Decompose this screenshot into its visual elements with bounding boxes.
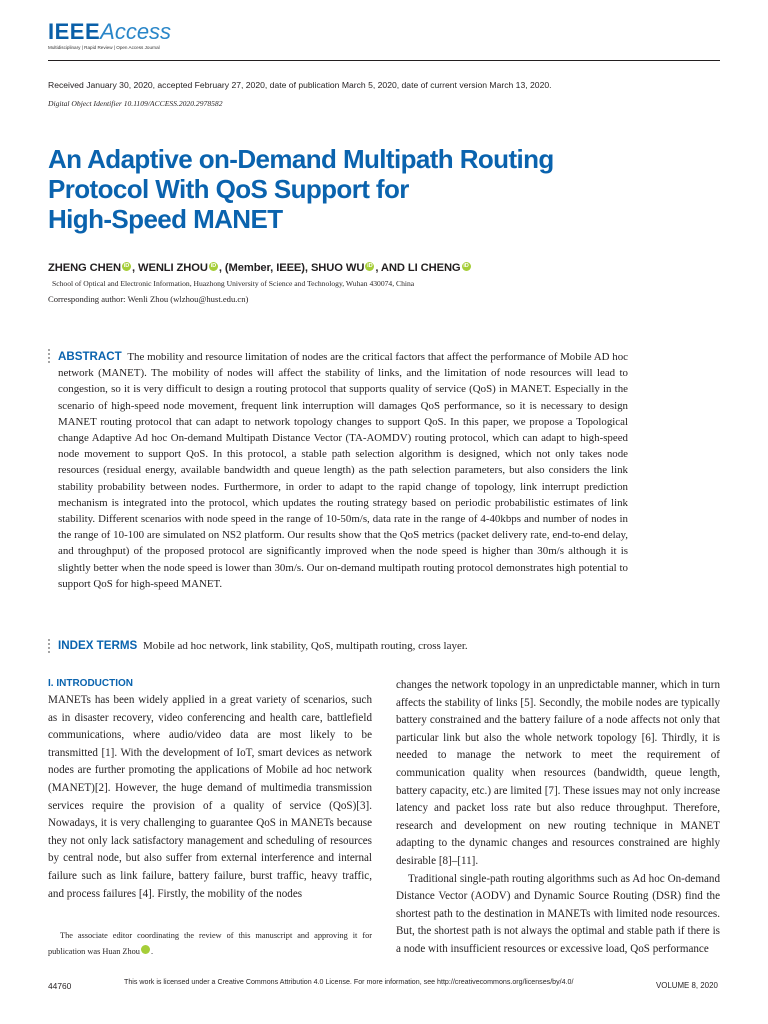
orcid-icon[interactable]: iD: [210, 263, 217, 269]
license-notice[interactable]: This work is licensed under a Creative Commons Attribution 4.0 License. For more information, see http://creativecommons.org/licenses/by/4.0/: [124, 978, 574, 986]
logo-tagline: Multidisciplinary | Rapid Review | Open Access Journal: [48, 45, 160, 50]
footnote-end: .: [150, 947, 154, 956]
section-heading: I. INTRODUCTION: [48, 678, 133, 689]
author-name: SHUO WU: [310, 262, 365, 274]
page-number: 44760: [48, 981, 72, 991]
abstract-marker-icon: [48, 349, 51, 365]
editor-footnote: [48, 928, 372, 960]
author-name: LI CHENG: [407, 262, 461, 274]
index-terms-marker-icon: [48, 639, 51, 655]
received-dates: Received January 30, 2020, accepted February 27, 2020, date of publication March 5, 2020, date of current version March 13, 2020.: [48, 80, 552, 90]
abstract-text: The mobility and resource limitation of nodes are the critical factors that affect the performance of Mobile AD hoc network (MANET). The mobility of nodes will affect the stability of links, and the limitation of node resources will lead to congestion, so it is very difficult to design a routing protocol that supports quality of service (QoS) in MANET. Especially in the scenario of high-speed node movement, frequent link interruption will damages QoS performance, so it is necessary to design MANET routing protocol that can adapt to network topology changes to support QoS. In this paper, we propose a Topological change Adaptive Ad hoc On-demand Multipath Distance Vector (TA-AOMDV) routing protocol, which can adapt to high-speed node movement to support QoS. In this protocol, a stable path selection algorithm is designed, which not only takes node resources (residual energy, available bandwidth and queue length) as the path selection parameters, but also considers the link stability probability between nodes. Furthermore, in order to adapt to the rapid change of topology, link interrupt prediction mechanism is integrated into the protocol, which updates the routing strategy based on periodic probabilistic estimates of link stability. Different scenarios with node speed in the range of 10-50m/s, data rate in the range of 4-40kbps and number of nodes in the range of 10-100 are simulated on NS2 platform. Our results show that the QoS metrics (packet delivery rate, end-to-end delay, and throughput) of the proposed protocol are significantly improved when the node speed is higher than 30m/s although it is slightly better when the node speed is lower than 30m/s. Our on-demand multipath routing protocol demonstrates high potential to support QoS for high-speed MANET.: [58, 351, 629, 590]
logo-ieee: IEEE: [48, 19, 101, 44]
orcid-icon[interactable]: iD: [367, 263, 373, 269]
logo-access: Access: [100, 19, 172, 44]
author-name: WENLI ZHOU: [138, 262, 208, 274]
body-column-left: [48, 692, 372, 903]
affiliation: School of Optical and Electronic Information, Huazhong University of Science and Technology, Wuhan 430074, China: [52, 279, 415, 288]
doi-line: Digital Object Identifier 10.1109/ACCESS.2020.2978582: [48, 99, 223, 108]
orcid-icon[interactable]: iD: [123, 263, 130, 269]
header-rule: [48, 60, 720, 61]
paragraph: Traditional single-path routing algorithms such as Ad hoc On-demand Distance Vector (AODV) and Dynamic Source Routing (DSR) find the shortest path to the destination in MANETs with limited node resources. But, the shortest path is not always the optimal and stable path if there is a node with insufficient resources or excessive load, QoS performance: [396, 872, 720, 955]
body-column-right: [396, 677, 720, 959]
volume-label: VOLUME 8, 2020: [656, 981, 718, 990]
abstract: [58, 349, 628, 592]
author-name: ZHENG CHEN: [48, 262, 121, 274]
orcid-icon[interactable]: iD: [463, 263, 469, 269]
index-terms-label: INDEX TERMS: [58, 639, 138, 652]
abstract-label: ABSTRACT: [58, 350, 122, 363]
logo-wordmark: [48, 20, 171, 44]
index-terms: [58, 639, 468, 652]
author-list: [48, 262, 472, 274]
journal-logo: [48, 20, 171, 50]
title-line: Protocol With QoS Support for: [48, 174, 409, 204]
footnote-text: The associate editor coordinating the review of this manuscript and approving it for publication was Huan Zhou: [48, 931, 372, 956]
author-separator: ,: [131, 262, 138, 274]
paragraph: MANETs has been widely applied in a great variety of scenarios, such as in disaster recovery, video conferencing and health care, battlefield communications, where audio/video data are most likely to be transmitted [1]. With the development of IoT, smart devices as network nodes are further promoting the applications of Mobile ad hoc network (MANET)[2]. However, the huge demand of multimedia transmission services require the provision of a quality of service (QoS)[3]. Nowadays, it is very challenging to guarantee QoS in MANETs because they not only lack satisfactory management and scheduling of resources by central node, but also suffer from external interference and internal failure such as link failure, battery failure, burst traffic, heavy traffic, and process failures [4]. Firstly, the mobility of the nodes: [48, 694, 372, 900]
paper-title: [48, 144, 648, 234]
author-separator: , AND: [375, 262, 408, 274]
title-line: An Adaptive on-Demand Multipath Routing: [48, 144, 554, 174]
index-terms-text: Mobile ad hoc network, link stability, QoS, multipath routing, cross layer.: [142, 640, 468, 652]
title-line: High-Speed MANET: [48, 204, 283, 234]
orcid-icon[interactable]: iD: [141, 945, 150, 954]
author-separator: , (Member, IEEE),: [218, 262, 311, 274]
paragraph: changes the network topology in an unpredictable manner, which in turn affects the stability of links [5]. Secondly, the mobile nodes are typically battery constrained and the battery failure of a node affects not only that particular link but also the whole network topology [6]. Thirdly, it is needed to manage the network to meet the requirement of communication quality when resources (bandwidth, queue length, battery capacity, etc.) are limited [7]. These issues may not only increase latency and packet loss rate but also reduce throughput. Therefore, research and development on new routing technique in MANET adapting to the dynamic changes and resources constrained are highly desirable [8]–[11].: [396, 679, 720, 867]
corresponding-author: Corresponding author: Wenli Zhou (wlzhou@hust.edu.cn): [48, 294, 249, 304]
